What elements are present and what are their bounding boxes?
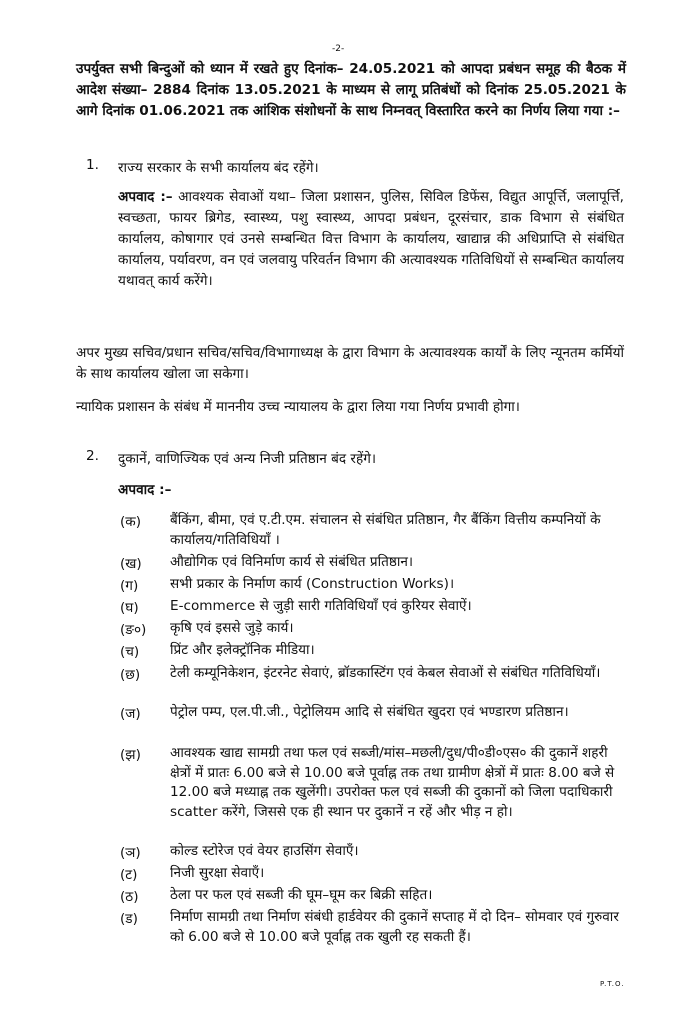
item-letter: (ख)	[120, 556, 142, 572]
point-1-text: राज्य सरकार के सभी कार्यालय बंद रहेंगे।	[118, 160, 319, 176]
item-text: आवश्यक खाद्य सामग्री तथा फल एवं सब्जी/मांस–मछली/दुध/पी०डी०एस० की दुकानें शहरी क्षेत्रों में प्रातः 6.00 बजे से 10.00 बजे पूर्वाह्न तक तथा ग्रामीण क्षेत्रों में प्रातः 8.00 बजे से 12.00 बजे मध्याह्न तक खुलेंगी। उपरोक्त फल एवं सब्जी की दुकानों को जिला पदाधिकारी scatter करेंगे, जिससे एक ही स्थान पर दुकानें न रहें और भीड़ न हो।	[170, 745, 615, 820]
item-letter: (ज)	[120, 706, 141, 722]
exception-text: आवश्यक सेवाओं यथा– जिला प्रशासन, पुलिस, सिविल डिफेंस, विद्युत आपूर्त्ति, जलापूर्त्ति, स्वच्छता, फायर ब्रिगेड, स्वास्थ्य, पशु स्वास्थ्य, आपदा प्रबंधन, दूरसंचार, डाक विभाग से संबंधित कार्यालय, कोषागार एवं उनसे सम्बन्धित वित्त विभाग के कार्यालय, खाद्यान्न की अधिप्राप्ति से संबंधित कार्यालय, पर्यावरण, वन एवं जलवायु परिवर्तन विभाग की अत्यावश्यक गतिविधियों से सम्बन्धित कार्यालय यथावत् कार्य करेंगे।	[118, 189, 625, 289]
item-letter: (क)	[120, 514, 142, 530]
item-letter: (ठ)	[120, 889, 139, 905]
pto-footer: P.T.O.	[600, 980, 625, 988]
item-text: निजी सुरक्षा सेवाएँ।	[170, 865, 265, 881]
item-letter: (ङ०)	[120, 622, 147, 638]
exception-label: अपवाद :–	[118, 189, 173, 205]
page-number: -2-	[332, 44, 345, 54]
item-letter: (छ)	[120, 667, 141, 683]
item-text: कोल्ड स्टोरेज एवं वेयर हाउसिंग सेवाएँ।	[170, 843, 359, 859]
item-text: सभी प्रकार के निर्माण कार्य (Construction Works)।	[170, 576, 455, 592]
item-text: बैंकिंग, बीमा, एवं ए.टी.एम. संचालन से संबंधित प्रतिष्ठान, गैर बैंकिंग वित्तीय कम्पनियों के कार्यालय/गतिविधियाँ ।	[170, 512, 601, 548]
item-letter: (झ)	[120, 747, 141, 763]
item-text: ठेला पर फल एवं सब्जी की घूम–घूम कर बिक्री सहित।	[170, 887, 433, 903]
point-2-text: दुकानें, वाणिज्यिक एवं अन्य निजी प्रतिष्ठान बंद रहेंगे।	[118, 451, 377, 467]
item-text: औद्योगिक एवं विनिर्माण कार्य से संबंधित प्रतिष्ठान।	[170, 554, 414, 570]
item-text: E-commerce से जुड़ी सारी गतिविधियाँ एवं कुरियर सेवाऐं।	[170, 598, 472, 614]
point-1-number: 1.	[86, 157, 99, 173]
point-2-number: 2.	[86, 448, 99, 464]
item-letter: (ट)	[120, 867, 138, 883]
point-1-para-officers: अपर मुख्य सचिव/प्रधान सचिव/सचिव/विभागाध्यक्ष के द्वारा विभाग के अत्यावश्यक कार्यों के लिए न्यूनतम कर्मियों के साथ कार्यालय खोला जा सकेगा।	[76, 345, 624, 382]
item-text: कृषि एवं इससे जुड़े कार्य।	[170, 620, 294, 636]
item-text: प्रिंट और इलेक्ट्रॉनिक मीडिया।	[170, 642, 315, 658]
point-1-exception	[118, 187, 624, 292]
point-2-exception-label: अपवाद :–	[118, 482, 172, 498]
item-text: टेली कम्यूनिकेशन, इंटरनेट सेवाएं, ब्रॉडकास्टिंग एवं केबल सेवाओं से संबंधित गतिविधियाँ।	[170, 665, 601, 681]
item-text: निर्माण सामग्री तथा निर्माण संबंधी हार्डवेयर की दुकानें सप्ताह में दो दिन– सोमवार एवं गुरुवार को 6.00 बजे से 10.00 बजे पूर्वाह्न तक खुली रह सकती हैं।	[170, 909, 619, 945]
item-letter: (घ)	[120, 600, 139, 616]
item-text: पेट्रोल पम्प, एल.पी.जी., पेट्रोलियम आदि से संबंधित खुदरा एवं भण्डारण प्रतिष्ठान।	[170, 704, 569, 720]
item-letter: (ग)	[120, 578, 139, 594]
item-letter: (च)	[120, 644, 140, 660]
item-letter: (ड)	[120, 911, 138, 927]
point-1-para-judicial: न्यायिक प्रशासन के संबंध में माननीय उच्च न्यायालय के द्वारा लिया गया निर्णय प्रभावी होगा।	[76, 399, 520, 415]
item-letter: (ञ)	[120, 845, 141, 861]
intro-paragraph: उपर्युक्त सभी बिन्दुओं को ध्यान में रखते हुए दिनांक– 24.05.2021 को आपदा प्रबंधन समूह की बैठक में आदेश संख्या– 2884 दिनांक 13.05.2021 के माध्यम से लागू प्रतिबंधों को दिनांक 25.05.2021 के आगे दिनांक 01.06.2021 तक आंशिक संशोधनों के साथ निम्नवत् विस्तारित करने का निर्णय लिया गया :–	[76, 61, 626, 119]
